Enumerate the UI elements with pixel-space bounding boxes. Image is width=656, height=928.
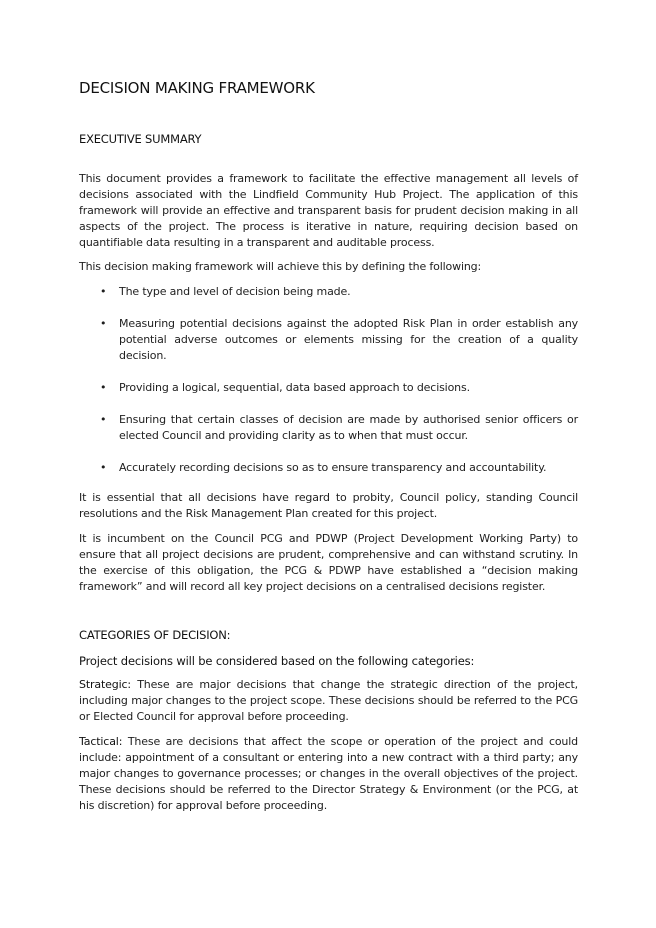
probity-paragraph: It is essential that all decisions have regard to probity, Council policy, standing Council resolutions and the Risk Management Plan created for this project.: [79, 491, 578, 520]
tactical-term: Tactical:: [79, 735, 123, 748]
executive-summary-heading: EXECUTIVE SUMMARY: [79, 132, 202, 146]
strategic-term: Strategic:: [79, 678, 131, 691]
list-item-text: The type and level of decision being made.: [119, 285, 351, 298]
list-item-text: Ensuring that certain classes of decision are made by authorised senior officers or elected Council and providing clarity as to when that must occur.: [119, 413, 578, 442]
document-title: DECISION MAKING FRAMEWORK: [79, 79, 315, 97]
strategic-paragraph: [79, 677, 578, 725]
bullet-icon: •: [100, 285, 107, 298]
lead-in-paragraph: This decision making framework will achieve this by defining the following:: [79, 260, 482, 273]
list-item-text: Measuring potential decisions against the adopted Risk Plan in order establish any potential adverse outcomes or elements missing for the creation of a quality decision.: [119, 317, 578, 362]
bullet-icon: •: [100, 413, 107, 426]
list-item: [79, 284, 578, 300]
bullet-icon: •: [100, 317, 107, 330]
bullet-icon: •: [100, 381, 107, 394]
incumbent-paragraph: It is incumbent on the Council PCG and PDWP (Project Development Working Party) to ensure that all project decisions are prudent, comprehensive and can withstand scrutiny. In the exercise of this obligation, the PCG & PDWP have established a “decision making framework” and will record all key project decisions on a centralised decisions register.: [79, 532, 578, 593]
objectives-list: [79, 284, 578, 492]
tactical-text: These are decisions that affect the scope or operation of the project and could include: appointment of a consultant or entering into a new contract with a third party; any major changes to governance processes; or changes in the overall objectives of the project. These decisions should be referred to the Director Strategy & Environment (or the PCG, at his discretion) for approval before proceeding.: [79, 735, 578, 812]
categories-subheading: Project decisions will be considered based on the following categories:: [79, 654, 475, 668]
intro-paragraph: This document provides a framework to facilitate the effective management all levels of decisions associated with the Lindfield Community Hub Project. The application of this framework will provide an effective and transparent basis for prudent decision making in all aspects of the project. The process is iterative in nature, requiring decision based on quantifiable data resulting in a transparent and auditable process.: [79, 172, 578, 249]
tactical-paragraph: [79, 734, 578, 814]
bullet-icon: •: [100, 461, 107, 474]
categories-heading: CATEGORIES OF DECISION:: [79, 628, 231, 642]
list-item: [79, 412, 578, 444]
list-item: [79, 460, 578, 476]
list-item: [79, 316, 578, 364]
strategic-text: These are major decisions that change the strategic direction of the project, including major changes to the project scope. These decisions should be referred to the PCG or Elected Council for approval before proceeding.: [79, 678, 578, 723]
list-item-text: Providing a logical, sequential, data based approach to decisions.: [119, 381, 470, 394]
list-item-text: Accurately recording decisions so as to ensure transparency and accountability.: [119, 461, 547, 474]
list-item: [79, 380, 578, 396]
